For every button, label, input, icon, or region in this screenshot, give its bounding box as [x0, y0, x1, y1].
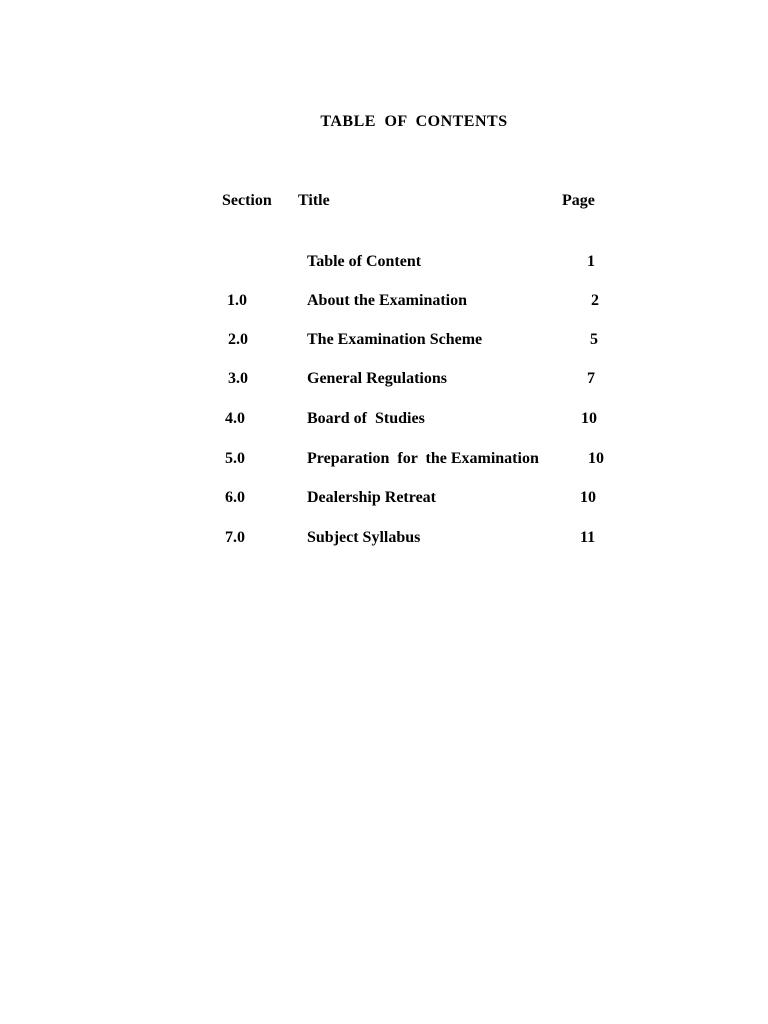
toc-entry-title: General Regulations [307, 370, 447, 387]
toc-entry-title: About the Examination [307, 292, 468, 309]
toc-entry-title: Preparation for the Examination [307, 450, 539, 467]
page-title: TABLE OF CONTENTS [320, 113, 508, 130]
toc-section-number: 6.0 [225, 489, 245, 506]
toc-entry-title: Dealership Retreat [307, 489, 436, 506]
column-header-section: Section [222, 192, 272, 209]
toc-section-number: 4.0 [225, 410, 245, 427]
toc-page-number: 1 [587, 253, 595, 270]
toc-entry-title: Subject Syllabus [307, 529, 421, 546]
toc-entry-title: The Examination Scheme [307, 331, 483, 348]
toc-entry-title: Table of Content [307, 253, 422, 270]
column-header-page: Page [562, 192, 595, 209]
toc-section-number: 3.0 [228, 370, 248, 387]
column-header-title: Title [298, 192, 330, 209]
toc-page-number: 10 [580, 489, 596, 506]
toc-page-number: 10 [581, 410, 597, 427]
toc-page-number: 7 [587, 370, 595, 387]
toc-page-number: 11 [580, 529, 596, 546]
toc-entry-title: Board of Studies [307, 410, 425, 427]
toc-section-number: 1.0 [227, 292, 247, 309]
toc-page-number: 5 [590, 331, 598, 348]
toc-section-number: 7.0 [225, 529, 245, 546]
toc-section-number: 5.0 [225, 450, 245, 467]
toc-page-number: 2 [591, 292, 599, 309]
toc-page-number: 10 [588, 450, 604, 467]
toc-section-number: 2.0 [228, 331, 248, 348]
